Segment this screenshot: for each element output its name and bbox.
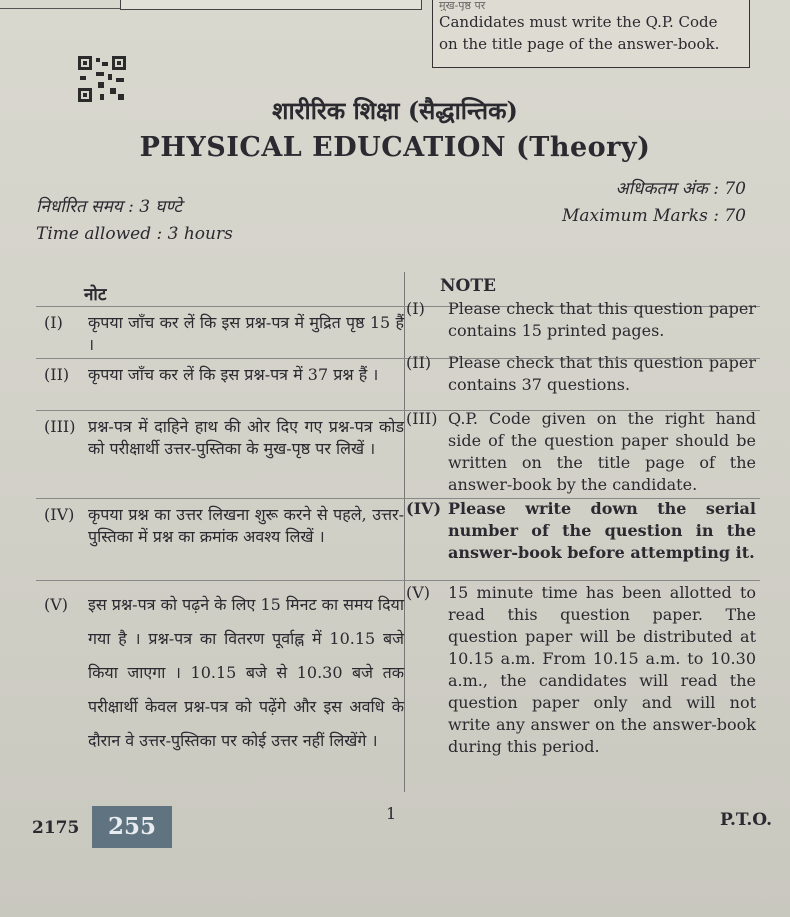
note-header-english: NOTE [440,276,496,296]
note-number: (III) [406,409,438,428]
note-number: (I) [406,299,425,318]
note-number: (III) [44,417,76,436]
note-header-hindi: नोट [84,285,107,305]
note-number: (IV) [406,499,442,518]
roll-number-box [120,0,422,10]
table-rule [36,580,760,581]
time-allowed-hindi: निर्धारित समय : 3 घण्टे [36,197,182,217]
note-text: Q.P. Code given on the right hand side of the question paper should be written on the title page of the answer-book by the candidate. [448,409,756,494]
max-marks-english: Maximum Marks : 70 [561,206,746,226]
set-number-badge: 255 [92,806,172,848]
title-english: PHYSICAL EDUCATION (Theory) [139,132,651,163]
code-box-line-1: Candidates must write the Q.P. Code [439,13,718,31]
note-text: कृपया प्रश्न का उत्तर लिखना शुरू करने से पहले, उत्तर-पुस्तिका में प्रश्न का क्रमांक अवश्य लिखें । [88,505,404,546]
please-turn-over: P.T.O. [720,810,772,830]
note-text: 15 minute time has been allotted to read this question paper. The question paper will be distributed at 10.15 a.m. From 10.15 a.m. to 10.30 a.m., the candidates will read the question paper only and will not write any answer on the answer-book during this period. [448,583,756,756]
note-text: इस प्रश्न-पत्र को पढ़ने के लिए 15 मिनट का समय दिया गया है । प्रश्न-पत्र का वितरण पूर्वाह्न में 10.15 बजे किया जाएगा । 10.15 बजे से 10.30 बजे तक परीक्षार्थी केवल प्रश्न-पत्र को पढ़ेंगे और इस अवधि के दौरान वे उत्तर-पुस्तिका पर कोई उत्तर नहीं लिखेंगे । [88,595,404,750]
table-divider [404,272,405,792]
note-text: Please check that this question paper contains 15 printed pages. [448,299,756,340]
max-marks-hindi: अधिकतम अंक : 70 [615,179,746,199]
note-number: (II) [44,365,70,384]
note-number: (V) [406,583,431,602]
time-allowed-english: Time allowed : 3 hours [36,224,233,244]
code-box-line-2: on the title page of the answer-book. [439,35,720,53]
note-text: कृपया जाँच कर लें कि इस प्रश्न-पत्र में मुद्रित पृष्ठ 15 हैं । [88,313,404,354]
title-hindi: शारीरिक शिक्षा (सैद्धान्तिक) [272,96,518,125]
footer-code: 2175 [32,818,80,838]
page-number: 1 [386,804,397,823]
note-number: (V) [44,595,69,614]
note-text: प्रश्न-पत्र में दाहिने हाथ की ओर दिए गए प्रश्न-पत्र कोड को परीक्षार्थी उत्तर-पुस्तिका के मुख-पृष्ठ पर लिखें । [88,417,404,458]
note-text: Please write down the serial number of the question in the answer-book before attempting it. [448,499,756,562]
note-number: (II) [406,353,432,372]
note-text: Please check that this question paper contains 37 questions. [448,353,756,394]
note-text: कृपया जाँच कर लें कि इस प्रश्न-पत्र में 37 प्रश्न हैं । [88,365,379,384]
code-box-faded-text: मुख-पृष्ठ पर [439,1,486,11]
note-number: (I) [44,313,63,332]
qp-code-instruction-box [432,0,750,68]
note-number: (IV) [44,505,75,524]
